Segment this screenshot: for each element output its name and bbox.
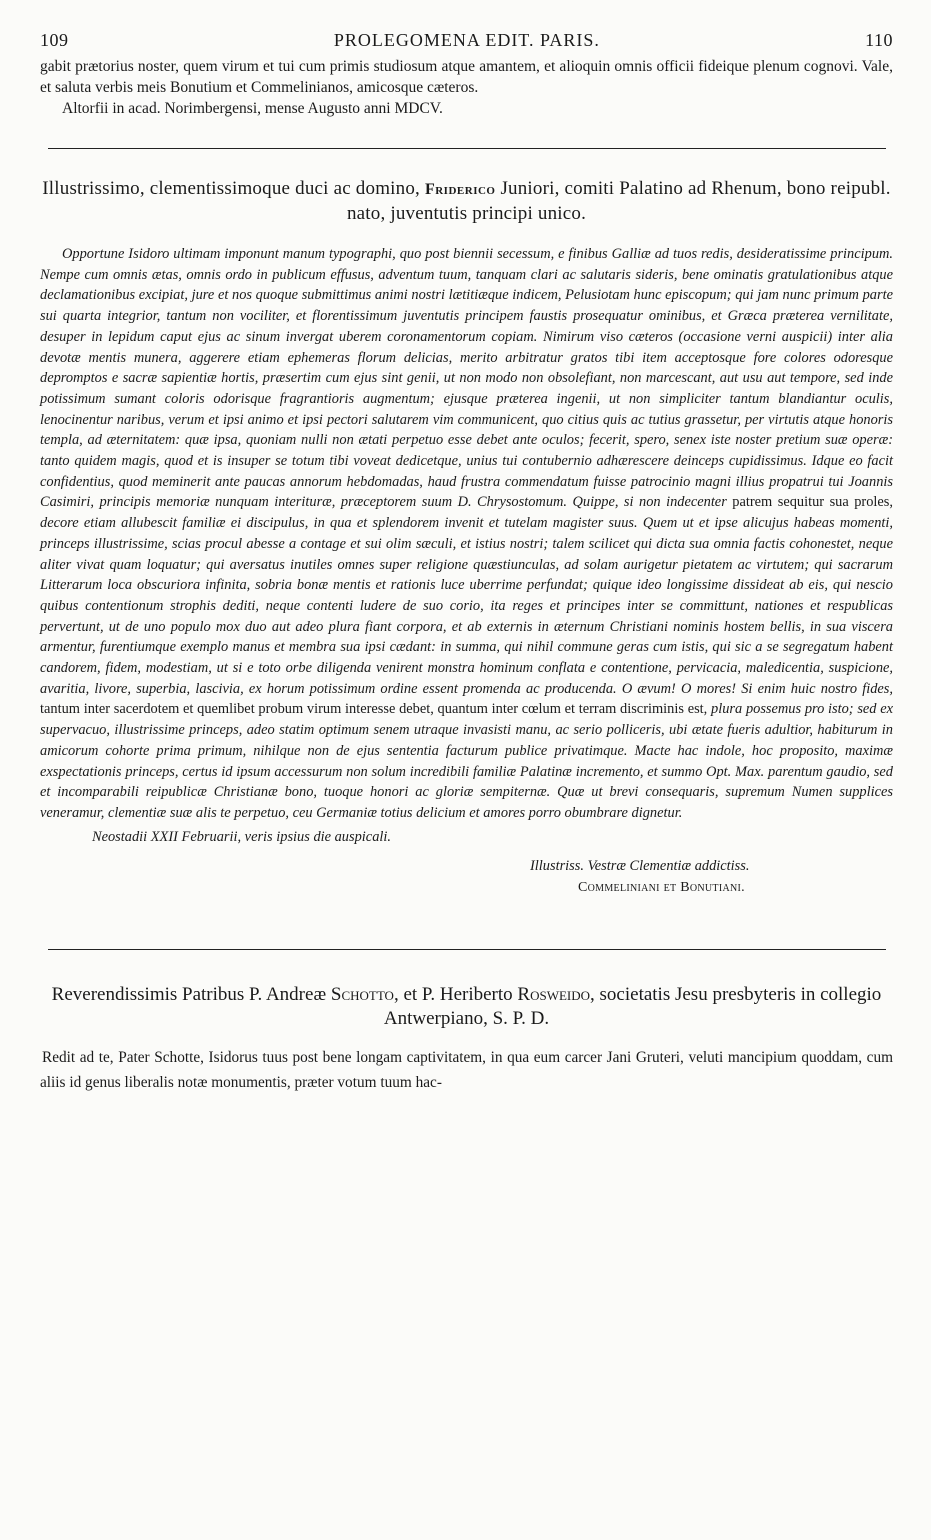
heading-text-rest: Juniori, comiti Palatino ad Rhenum, bono reipubl. nato, juventutis principi unico. [346,178,891,224]
running-header [40,30,893,54]
signature-line: Illustriss. Vestræ Clementiæ addictiss. [530,857,750,874]
body-part: plura possemus pro isto; sed ex supervacuo, illustrissime princeps, adeo statim optimum senem utraque invasisti manu, ac serio polliceris, ubi ætate fueris adultior, habiturum in amicorum cohorte prima primum, nihilque non de ejus sententia facturum publice privatimque. Macte hac indole, hoc proposito, maximæ exspectationis princeps, certus id ipsum accessurum non solum incredibili familiæ Palatinæ incremento, et summo Opt. Max. parentum gaudio, sed et incomparabili reipublicæ Christianæ bono, tuoque honori ac gloriæ sempiternæ. Quæ ut brevi consequaris, supremum Numen supplices veneramur, clementiæ suæ alis te perpetuo, ceu Germaniæ totius delicium et amores porro obumbrare dignetur. [40,701,894,821]
body-part: decore etiam allubescit familiæ ei discipulus, in qua et splendorem invenit et tutelam magister suus. Quem ut et ipse alicujus habeas momenti, princeps illustrissime, scias procul abesse a contage et sui olim sæculi, et istius nostri; talem scilicet qui dicta sua omnia factis cohonestet, neque aliter vivat quam loquatur; qui aversatus inutiles omnes super religione quæstiunculas, ad solam aurigetur pietatem ac virtutem; qui sacrarum Litterarum loca obscuriora infinita, sobria bonæ mentis et rationis luce uberrime perfundat; quique ideo longissime dissideat ab eis, qui nescio quibus contentionum strophis dediti, neque contenti ludere de suo corio, ita reges et principes inter se committunt, nationes et respublicas pervertunt, ut de uno populo mox duo aut adeo plura fiant corpora, et ab externis in æternum Christiani nominis hostem bellis, in sua viscera armentur, furentiumque exemplo manus et membra sua ipsi cædant: in summa, qui nihil commune geras cum istis, qui sic a se segregatum habent candorem, fidem, modestiam, ut si e toto orbe diligenda venirent monstra hominum conflata e contentione, pervicacia, maledicentia, suspicione, avaritia, livore, superbia, lascivia, ex horum potissimum ordine essent promenda ac producenda. O ævum! O mores! Si enim huic nostro fides, [40,515,893,697]
paragraph: gabit prætorius noster, quem virum et tui cum primis studiosum atque amantem, et alioquin omnis officii fideique plenum cognovi. Vale, et saluta verbis meis Bonutium et Commelinianos, amicosque cæteros. [40,58,893,96]
section-divider [48,949,886,950]
heading-text: Illustrissimo, clementissimoque duci ac domino, [42,178,421,199]
heading-text: Reverendissimis Patribus P. Andreæ [51,983,327,1005]
previous-letter-ending [40,56,893,119]
closing-line: Altorfii in acad. Norimbergensi, mense Augusto anni MDCV. [62,100,443,117]
dedication-letter [40,244,893,824]
heading-text: , societatis Jesu presbyteris in collegio Antwerpiano, S. P. D. [383,983,882,1029]
page-number-left: 109 [40,30,69,50]
dedication-heading [40,177,893,226]
second-letter-body: Redit ad te, Pater Schotte, Isidorus tuus post bene longam captivitatem, in qua eum carcer Jani Gruteri, veluti mancipium quoddam, cum aliis id genus liberalis notæ monumentis, præter votum tuum hac- [40,1048,893,1091]
dedication-body [40,244,893,824]
heading-text: , et P. Heriberto [393,983,513,1005]
book-page [40,30,893,1095]
heading-name: Schotto [330,983,394,1005]
signature-names: Commeliniani et Bonutiani. [578,879,745,895]
second-letter-heading [40,983,893,1031]
page-number-right: 110 [865,30,893,50]
heading-name: Friderico [424,181,496,198]
section-divider [48,148,886,149]
heading-name: Rosweido [517,983,591,1005]
body-part: Opportune Isidoro ultimam imponunt manum typographi, quo post biennii secessum, e finibus Galliæ ad tuos redis, desideratissime principum. Nempe cum omnis ætas, omnis ordo in publicum effusus, adventum tuum, tanquam clari ac salutaris sideris, bene ominatis gratulationibus atque declamationibus excipiat, jure et nos quoque submittimus animi nostri lætitiæque indicem, Pelusiotam hunc episcopum; qui jam nunc primum parte sui quarta integrior, tantum non vociliter, et florentissimum juventutis principem faustis prosequatur ominibus, et Græca præterea vernilitate, desuper in lepidum caput ejus ac sinum invergat uberem coronamentorum copiam. Nimirum viso cæteros (occasione verni auspicii) inter alia devotæ mentis munera, aggerere etiam ephemeras florum delicias, merito arbitratur gratos tibi item acceptosque fore colores odoresque depromptos e sacræ sapientiæ hortis, præsertim cum ejus sint genii, ut non modo non obsolefiant, non marcescant, aut usu aut tempore, sed inde potissimum sumant coloris odorisque fragrantioris augmentum; ejusque præterea ingenii, ut non simpliciter tantum blandiantur oculis, lenocinentur naribus, verum et ipsi animo et ipsi pectori salutarem vim communicent, quo citius quis ac tutius grassetur, per virtutis atque honoris templa, ad æternitatem: quæ ipsa, quoniam nulli non ætati perpetuo esse debet ante oculos; fecerit, spero, senex iste noster pretium suæ operæ: tanto quidem magis, quod et is insuper se totum tibi voveat dedicetque, unius tui contubernio adhærescere deinceps cupidissimus. Idque eo facit confidentius, quod meminerit ante paucas annorum hebdomadas, haud frustra commendatum fuisse patrocinio magni illius propatrui tui Joannis Casimiri, principis memoriæ nunquam interituræ, præceptorem suum D. Chrysostomum. Quippe, si non indecenter [40,246,893,511]
second-letter [40,1045,893,1095]
running-title: PROLEGOMENA EDIT. PARIS. [333,30,600,50]
upright-text: patrem sequitur sua proles, [732,494,894,511]
dateline: Neostadii XXII Februarii, veris ipsius die auspicali. [92,828,391,845]
upright-text: tantum inter sacerdotem et quemlibet probum virum interesse debet, quantum inter cœlum et terram discriminis est, [40,701,708,718]
